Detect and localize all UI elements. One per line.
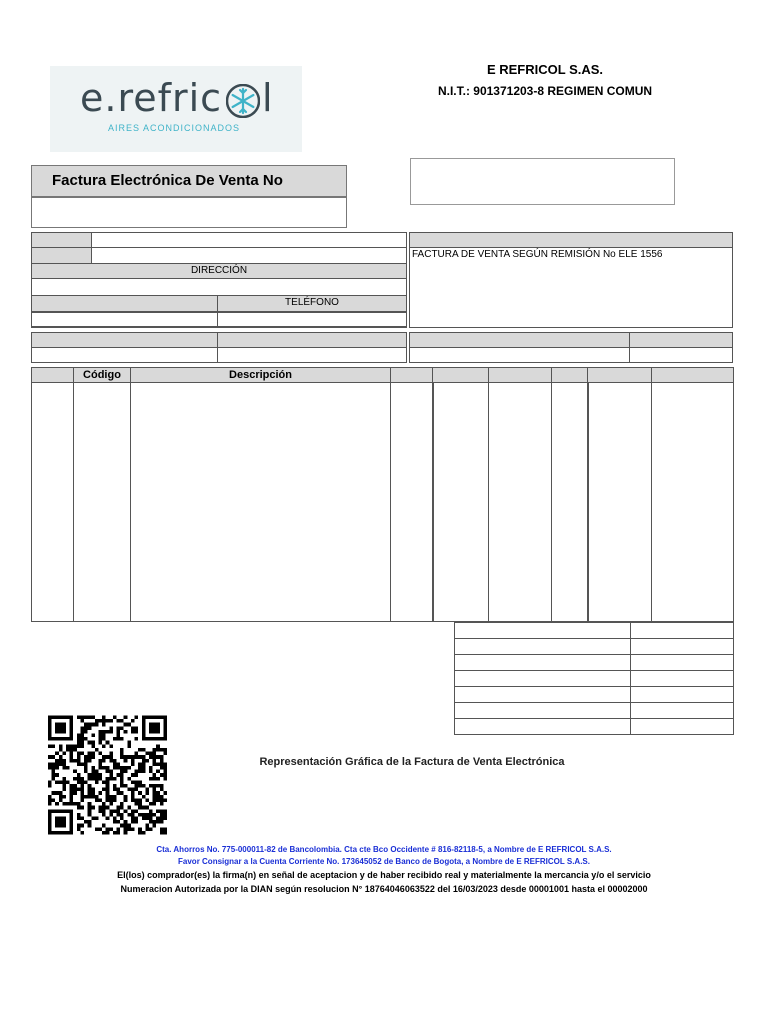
totals-row (454, 703, 734, 719)
info-label-1 (31, 332, 218, 348)
client-label-2 (31, 247, 92, 264)
snowflake-icon (226, 84, 260, 118)
remision-note: FACTURA DE VENTA SEGÚN REMISIÓN No ELE 1556 (409, 247, 733, 328)
items-header-col-0 (31, 367, 74, 383)
items-header-codigo: Código (73, 367, 131, 383)
totals-row (454, 719, 734, 735)
items-header-col-5 (488, 367, 552, 383)
logo-wordmark: e.refric (80, 76, 223, 120)
info-value-3 (409, 347, 630, 363)
items-divider (390, 383, 391, 621)
info-value-1 (31, 347, 218, 363)
items-header-col-6 (551, 367, 588, 383)
logo-wordmark-end: l (262, 76, 274, 120)
items-divider (551, 383, 552, 621)
info-value-2 (217, 347, 407, 363)
dian-resolution: Numeracion Autorizada por la DIAN según resolucion N° 18764046063522 del 16/03/2023 desde 00001001 hasta el 00002000 (120, 884, 648, 894)
items-header-descripcion: Descripción (130, 367, 391, 383)
items-table (31, 367, 734, 622)
items-divider (130, 383, 131, 621)
invoice-info-box (410, 158, 675, 205)
items-header-col-7 (587, 367, 652, 383)
info-label-4 (629, 332, 733, 348)
company-logo (50, 66, 302, 152)
items-divider (73, 383, 74, 621)
items-header-col-8 (651, 367, 734, 383)
client-value-2 (91, 247, 407, 264)
totals-row (454, 687, 734, 703)
info-label-2 (217, 332, 407, 348)
graphic-representation-note: Representación Gráfica de la Factura de Venta Electrónica (259, 756, 565, 768)
items-divider (587, 383, 589, 621)
direccion-label: DIRECCIÓN (31, 263, 407, 279)
invoice-number-field (31, 197, 347, 228)
info-label-3 (409, 332, 630, 348)
totals-row (454, 655, 734, 671)
totals-row (454, 671, 734, 687)
remision-header (409, 232, 733, 248)
totals-row (454, 622, 734, 639)
telefono-value (217, 311, 407, 328)
company-name: E REFRICOL S.AS. (486, 62, 604, 77)
items-divider (651, 383, 652, 621)
bank-account-line-2: Favor Consignar a la Cuenta Corriente No. 173645052 de Banco de Bogota, a Nombre de E REFRICOL S.A.S. (178, 857, 590, 866)
bank-account-line-1: Cta. Ahorros No. 775-000011-82 de Bancolombia. Cta cte Bco Occidente # 816-82118-5, a Nombre de E REFRICOL S.A.S. (156, 845, 612, 854)
invoice-title: Factura Electrónica De Venta No (31, 165, 347, 197)
items-header-col-3 (390, 367, 433, 383)
qr-code (48, 715, 167, 835)
items-divider (488, 383, 489, 621)
company-nit: N.I.T.: 901371203-8 REGIMEN COMUN (437, 84, 653, 98)
logo-subtitle: AIRES ACONDICIONADOS (108, 123, 241, 133)
items-header-col-4 (432, 367, 489, 383)
direccion-value (31, 278, 407, 296)
client-value-1 (91, 232, 407, 248)
totals-row (454, 639, 734, 655)
info-value-4 (629, 347, 733, 363)
client-label-1 (31, 232, 92, 248)
acceptance-text: El(los) comprador(es) la firma(n) en señal de aceptacion y de haber recibido real y materialmente la mercancia y/o el servicio (117, 870, 651, 880)
items-divider (432, 383, 434, 621)
telefono-label: TELÉFONO (217, 295, 407, 312)
client-value-3 (31, 311, 218, 328)
client-label-3 (31, 295, 218, 312)
